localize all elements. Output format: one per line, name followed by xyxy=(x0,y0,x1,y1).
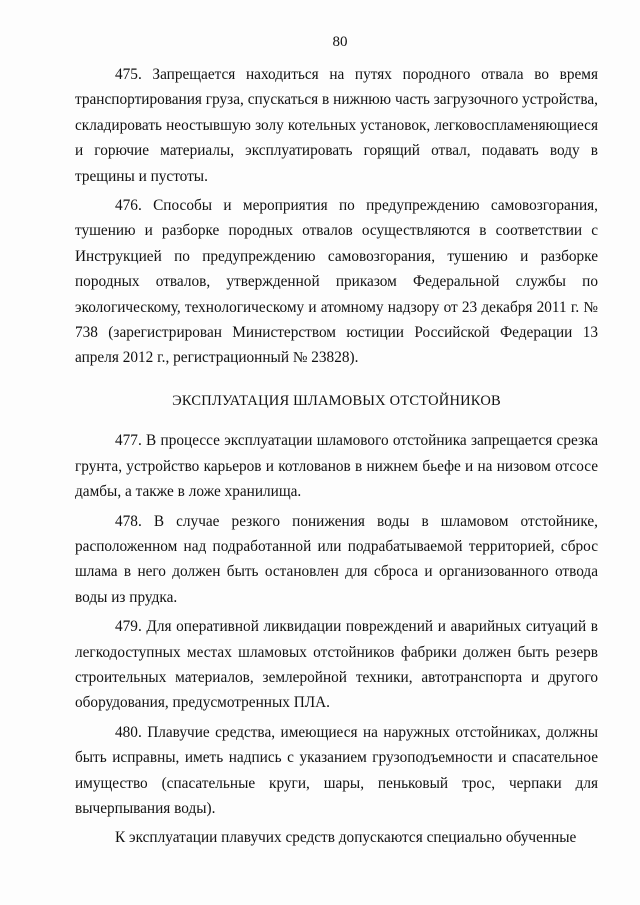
paragraph-480: 480. Плавучие средства, имеющиеся на наружных отстойниках, должны быть исправны, иметь надпись с указанием грузоподъемности и спасательное имущество (спасательные круги, шары, пеньковый трос, черпаки для вычерпывания воды). xyxy=(75,723,598,817)
paragraph-477: 477. В процессе эксплуатации шламового отстойника запрещается срезка грунта, устройство карьеров и котлованов в нижнем бьефе и на низовом отсосе дамбы, а также в ложе хранилища. xyxy=(75,432,598,501)
paragraph-476: 476. Способы и мероприятия по предупреждению самовозгорания, тушению и разборке породных отвалов осуществляются в соответствии с Инструкцией по предупреждению самовозгорания, тушению и разборке породных отвалов, утвержденной приказом Федеральной службы по экологическому, технологическому и атомному надзору от 23 декабря 2011 г. № 738 (зарегистрирован Министерством юстиции Российской Федерации 13 апреля 2012 г., регистрационный № 23828). xyxy=(75,197,598,367)
paragraph-479: 479. Для оперативной ликвидации повреждений и аварийных ситуаций в легкодоступных местах шламовых отстойников фабрики должен быть резерв строительных материалов, землеройной техники, автотранспорта и другого оборудования, предусмотренных ПЛА. xyxy=(75,618,598,712)
page-number: 80 xyxy=(332,34,348,50)
section-heading: ЭКСПЛУАТАЦИЯ ШЛАМОВЫХ ОТСТОЙНИКОВ xyxy=(172,392,501,409)
paragraph-475: 475. Запрещается находиться на путях породного отвала во время транспортирования груза, спускаться в нижнюю часть загрузочного устройства, складировать неостывшую золу котельных установок, легковоспламеняющиеся и горючие материалы, эксплуатировать горящий отвал, подавать воду в трещины и пустоты. xyxy=(75,66,598,185)
paragraph-478: 478. В случае резкого понижения воды в шламовом отстойнике, расположенном над подработанной или подрабатываемой территорией, сброс шлама в него должен быть остановлен для сброса и организованного отвода воды из прудка. xyxy=(75,512,598,606)
document-body xyxy=(75,62,598,851)
paragraph-continuation: К эксплуатации плавучих средств допускаются специально обученные xyxy=(115,829,577,847)
